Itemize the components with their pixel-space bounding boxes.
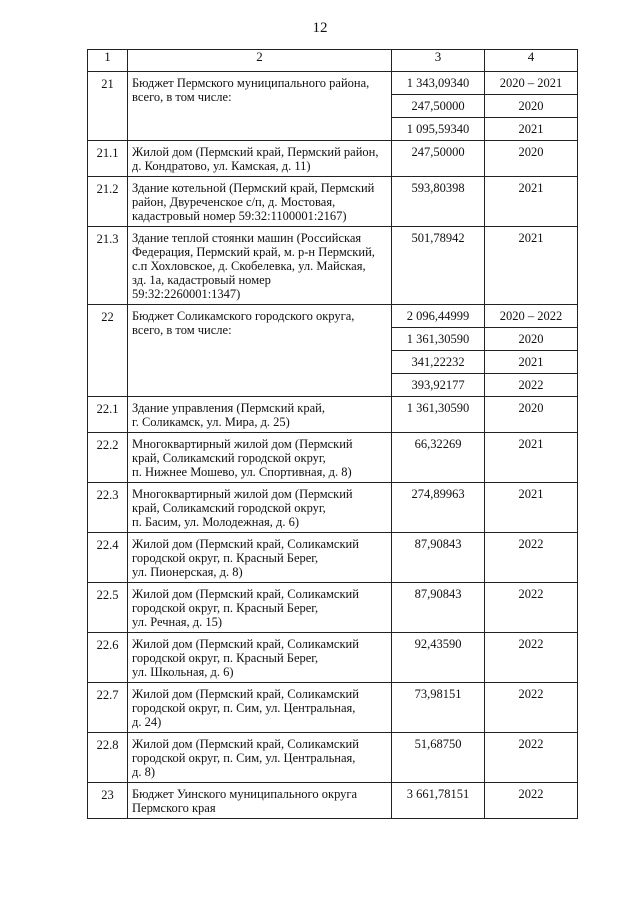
year-cell: 2022 [485, 583, 578, 633]
table-row [88, 533, 578, 583]
description-line: городской округ, п. Красный Берег, [132, 551, 319, 565]
amount-cell: 393,92177 [392, 374, 485, 397]
row-number: 22.7 [88, 683, 128, 733]
row-number: 22.5 [88, 583, 128, 633]
description-line: д. 8) [132, 765, 156, 779]
amount-cell: 51,68750 [392, 733, 485, 783]
row-description [128, 141, 392, 177]
year-cell: 2021 [485, 118, 578, 141]
year-cell: 2022 [485, 374, 578, 397]
amount-cell: 3 661,78151 [392, 783, 485, 819]
row-number: 22.8 [88, 733, 128, 783]
description-line: д. Кондратово, ул. Камская, д. 11) [132, 159, 311, 173]
table-row [88, 583, 578, 633]
description-line: ул. Школьная, д. 6) [132, 665, 234, 679]
amount-cell: 66,32269 [392, 433, 485, 483]
description-line: п. Нижнее Мошево, ул. Спортивная, д. 8) [132, 465, 352, 479]
amount-cell: 92,43590 [392, 633, 485, 683]
description-line: п. Басим, ул. Молодежная, д. 6) [132, 515, 300, 529]
column-header: 4 [485, 50, 578, 72]
row-number: 22.2 [88, 433, 128, 483]
amount-cell: 593,80398 [392, 177, 485, 227]
table-row [88, 177, 578, 227]
description-line: д. 24) [132, 715, 162, 729]
description-line: район, Двуреченское с/п, д. Мостовая, [132, 195, 336, 209]
table-row [88, 783, 578, 819]
row-description [128, 633, 392, 683]
description-line: край, Соликамский городской округ, [132, 451, 326, 465]
row-description [128, 397, 392, 433]
description-line: всего, в том числе: [132, 323, 232, 337]
description-line: г. Соликамск, ул. Мира, д. 25) [132, 415, 290, 429]
description-line: край, Соликамский городской округ, [132, 501, 326, 515]
description-line: Жилой дом (Пермский край, Соликамский [132, 637, 359, 651]
year-cell: 2021 [485, 483, 578, 533]
year-cell: 2021 [485, 177, 578, 227]
description-line: с.п Хохловское, д. Скобелевка, ул. Майская, [132, 259, 366, 273]
page-number: 12 [312, 20, 328, 36]
amount-cell: 2 096,44999 [392, 305, 485, 328]
year-cell: 2020 [485, 328, 578, 351]
description-line: Жилой дом (Пермский край, Пермский район, [132, 145, 379, 159]
amount-cell: 247,50000 [392, 95, 485, 118]
row-number: 22.3 [88, 483, 128, 533]
year-cell: 2021 [485, 433, 578, 483]
row-number: 22 [88, 305, 128, 397]
row-description [128, 783, 392, 819]
year-cell: 2022 [485, 533, 578, 583]
description-line: Бюджет Пермского муниципального района, [132, 76, 370, 90]
row-number: 21.3 [88, 227, 128, 305]
description-line: всего, в том числе: [132, 90, 232, 104]
row-description [128, 683, 392, 733]
description-line: городской округ, п. Сим, ул. Центральная, [132, 701, 356, 715]
row-description [128, 305, 392, 397]
amount-cell: 87,90843 [392, 583, 485, 633]
row-number: 21.2 [88, 177, 128, 227]
description-line: городской округ, п. Сим, ул. Центральная, [132, 751, 356, 765]
table-row [88, 227, 578, 305]
amount-cell: 1 095,59340 [392, 118, 485, 141]
table-row [88, 733, 578, 783]
description-line: Жилой дом (Пермский край, Соликамский [132, 587, 359, 601]
table-header-row [88, 50, 578, 72]
description-line: 59:32:2260001:1347) [132, 287, 241, 301]
amount-cell: 501,78942 [392, 227, 485, 305]
table-row [88, 72, 578, 95]
row-number: 23 [88, 783, 128, 819]
row-number: 21.1 [88, 141, 128, 177]
amount-cell: 1 361,30590 [392, 328, 485, 351]
description-line: ул. Пионерская, д. 8) [132, 565, 243, 579]
year-cell: 2022 [485, 683, 578, 733]
description-line: городской округ, п. Красный Берег, [132, 651, 319, 665]
year-cell: 2020 [485, 141, 578, 177]
row-description [128, 533, 392, 583]
description-line: Здание котельной (Пермский край, Пермский [132, 181, 375, 195]
row-description [128, 177, 392, 227]
description-line: Жилой дом (Пермский край, Соликамский [132, 537, 359, 551]
row-description [128, 433, 392, 483]
amount-cell: 274,89963 [392, 483, 485, 533]
description-line: Здание управления (Пермский край, [132, 401, 325, 415]
year-cell: 2022 [485, 733, 578, 783]
description-line: Здание теплой стоянки машин (Российская [132, 231, 362, 245]
year-cell: 2020 – 2022 [485, 305, 578, 328]
column-header: 2 [128, 50, 392, 72]
row-description [128, 227, 392, 305]
description-line: Пермского края [132, 801, 216, 815]
description-line: ул. Речная, д. 15) [132, 615, 223, 629]
row-number: 22.6 [88, 633, 128, 683]
description-line: кадастровый номер 59:32:1100001:2167) [132, 209, 347, 223]
row-description [128, 483, 392, 533]
year-cell: 2020 – 2021 [485, 72, 578, 95]
row-description [128, 583, 392, 633]
row-number: 21 [88, 72, 128, 141]
table-row [88, 633, 578, 683]
year-cell: 2020 [485, 95, 578, 118]
description-line: Федерация, Пермский край, м. р-н Пермский, [132, 245, 375, 259]
description-line: Бюджет Уинского муниципального округа [132, 787, 358, 801]
row-description [128, 733, 392, 783]
row-number: 22.1 [88, 397, 128, 433]
table-row [88, 433, 578, 483]
column-header: 3 [392, 50, 485, 72]
table-row [88, 683, 578, 733]
amount-cell: 87,90843 [392, 533, 485, 583]
description-line: Бюджет Соликамского городского округа, [132, 309, 355, 323]
year-cell: 2021 [485, 351, 578, 374]
amount-cell: 1 361,30590 [392, 397, 485, 433]
year-cell: 2022 [485, 783, 578, 819]
description-line: Жилой дом (Пермский край, Соликамский [132, 687, 359, 701]
year-cell: 2021 [485, 227, 578, 305]
column-header: 1 [88, 50, 128, 72]
description-line: Многоквартирный жилой дом (Пермский [132, 487, 353, 501]
table-row [88, 397, 578, 433]
amount-cell: 1 343,09340 [392, 72, 485, 95]
amount-cell: 247,50000 [392, 141, 485, 177]
year-cell: 2022 [485, 633, 578, 683]
table-row [88, 141, 578, 177]
description-line: городской округ, п. Красный Берег, [132, 601, 319, 615]
table-row [88, 305, 578, 328]
amount-cell: 73,98151 [392, 683, 485, 733]
budget-table [87, 49, 578, 819]
description-line: Жилой дом (Пермский край, Соликамский [132, 737, 359, 751]
row-description [128, 72, 392, 141]
description-line: зд. 1а, кадастровый номер [132, 273, 271, 287]
description-line: Многоквартирный жилой дом (Пермский [132, 437, 353, 451]
row-number: 22.4 [88, 533, 128, 583]
year-cell: 2020 [485, 397, 578, 433]
table-row [88, 483, 578, 533]
amount-cell: 341,22232 [392, 351, 485, 374]
